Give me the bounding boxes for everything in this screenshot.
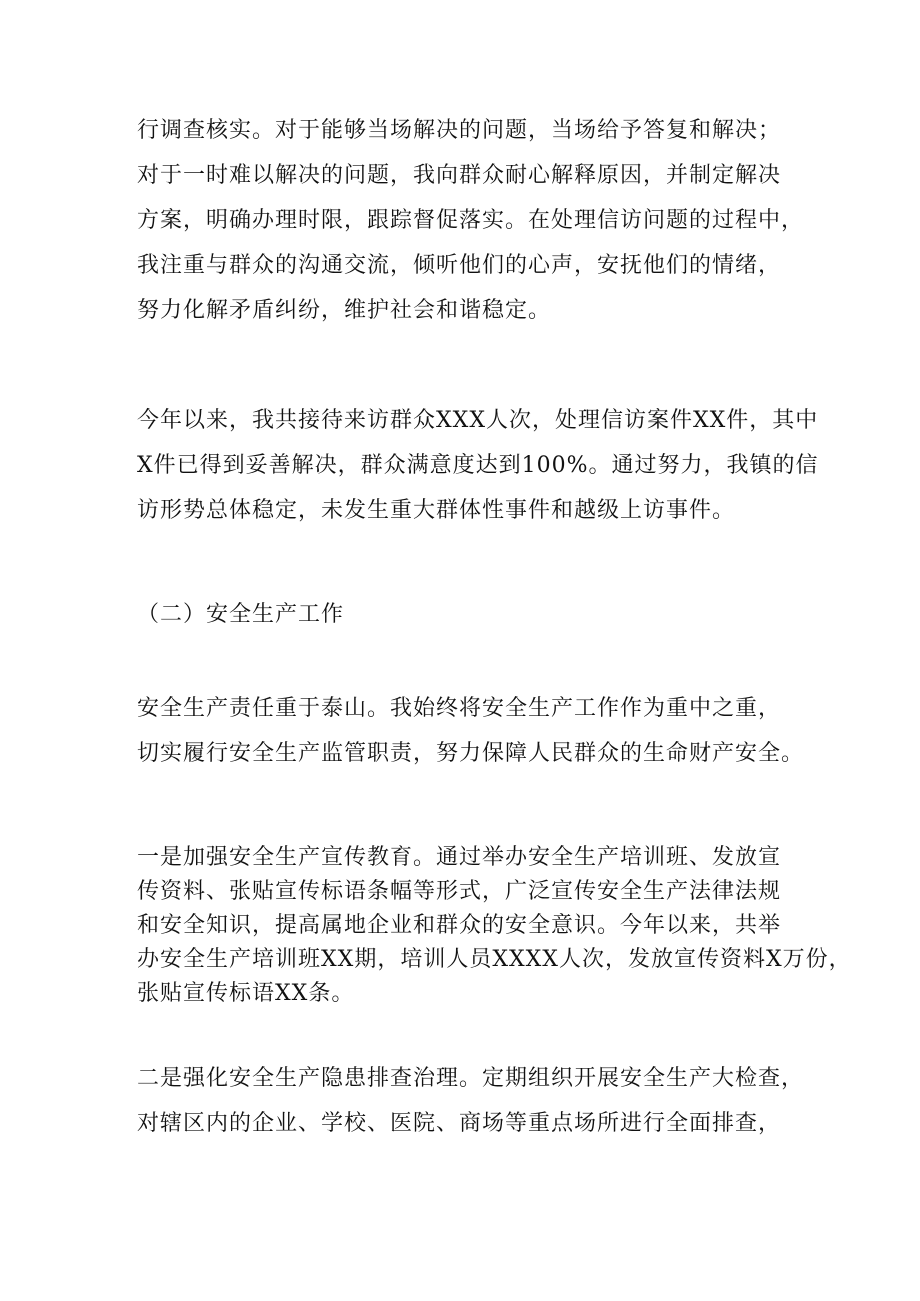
section-heading: （二）安全生产工作	[137, 602, 345, 627]
text-line: 对辖区内的企业、学校、医院、商场等重点场所进行全面排查，	[137, 1111, 782, 1136]
text-line: 努力化解矛盾纠纷，维护社会和谐稳定。	[137, 298, 552, 323]
text-line: 张贴宣传标语XX条。	[137, 981, 355, 1006]
text-line: 和安全知识，提高属地企业和群众的安全意识。今年以来，共举	[137, 913, 782, 938]
paragraph-safety-education	[137, 841, 852, 1011]
text-line: 安全生产责任重于泰山。我始终将安全生产工作作为重中之重，	[137, 696, 782, 721]
paragraph-hazard-inspection	[137, 1056, 813, 1146]
text-line: 一是加强安全生产宣传教育。通过举办安全生产培训班、发放宣	[137, 845, 782, 870]
text-line: 对于一时难以解决的问题，我向群众耐心解释原因，并制定解决	[137, 163, 782, 188]
paragraph-petition-handling	[137, 108, 813, 333]
text-line: 办安全生产培训班XX期，培训人员XXXX人次，发放宣传资料X万份，	[137, 947, 852, 972]
paragraph-safety-intro	[137, 686, 813, 776]
text-line: 二是强化安全生产隐患排查治理。定期组织开展安全生产大检查，	[137, 1066, 805, 1091]
text-line: 传资料、张贴宣传标语条幅等形式，广泛宣传安全生产法律法规	[137, 879, 782, 904]
text-line: X件已得到妥善解决，群众满意度达到100%。通过努力，我镇的信	[137, 453, 819, 478]
text-line: 我注重与群众的沟通交流，倾听他们的心声，安抚他们的情绪，	[137, 253, 782, 278]
text-line: 方案，明确办理时限，跟踪督促落实。在处理信访问题的过程中，	[137, 208, 805, 233]
text-line: 今年以来，我共接待来访群众XXX人次，处理信访案件XX件，其中	[137, 408, 819, 433]
text-line: 行调查核实。对于能够当场解决的问题，当场给予答复和解决；	[137, 118, 782, 143]
text-line: 切实履行安全生产监管职责，努力保障人民群众的生命财产安全。	[137, 741, 805, 766]
text-line: 访形势总体稳定，未发生重大群体性事件和越级上访事件。	[137, 498, 736, 523]
paragraph-petition-statistics	[137, 398, 819, 533]
